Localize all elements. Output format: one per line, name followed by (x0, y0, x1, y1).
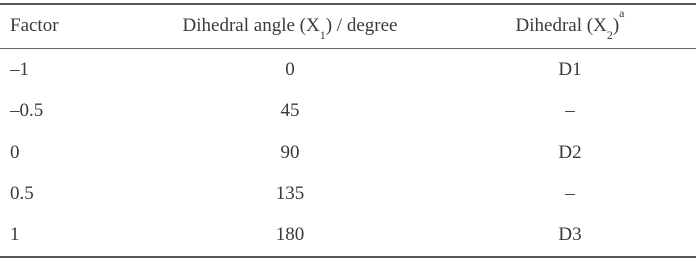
header-dihedral (470, 6, 670, 46)
header-x1-prefix: Dihedral angle (X (182, 15, 320, 36)
cell-factor: 0 (10, 142, 20, 163)
header-x2-prefix: Dihedral (X (515, 15, 607, 36)
cell-dihedral: – (565, 100, 575, 121)
table-row (0, 174, 696, 214)
header-x1-suffix: ) / degree (325, 15, 398, 36)
cell-angle: 90 (280, 142, 300, 163)
cell-angle: 180 (275, 224, 305, 245)
cell-dihedral: D3 (558, 224, 582, 245)
cell-dihedral: – (565, 183, 575, 204)
cell-dihedral: D1 (558, 59, 582, 80)
cell-angle: 45 (280, 100, 300, 121)
cell-angle: 0 (285, 59, 295, 80)
header-x1-subscript: 1 (319, 27, 326, 42)
cell-factor: –1 (10, 59, 29, 80)
cell-dihedral: D2 (558, 142, 582, 163)
table-row (0, 91, 696, 131)
header-x2-suffix: ) (612, 15, 620, 36)
table-row (0, 215, 696, 255)
table-row (0, 50, 696, 90)
table-header-rule (0, 48, 696, 49)
header-factor: Factor (10, 15, 59, 36)
table-row (0, 133, 696, 173)
cell-factor: –0.5 (10, 100, 44, 121)
header-x2-subscript: 2 (606, 27, 613, 42)
cell-factor: 0.5 (10, 183, 34, 204)
table-header-row (0, 6, 696, 46)
table-bottom-rule (0, 256, 696, 258)
header-x2-footnote-mark: a (619, 5, 625, 20)
cell-angle: 135 (275, 183, 305, 204)
cell-factor: 1 (10, 224, 20, 245)
header-dihedral-angle (155, 6, 425, 46)
table-top-rule (0, 3, 696, 5)
